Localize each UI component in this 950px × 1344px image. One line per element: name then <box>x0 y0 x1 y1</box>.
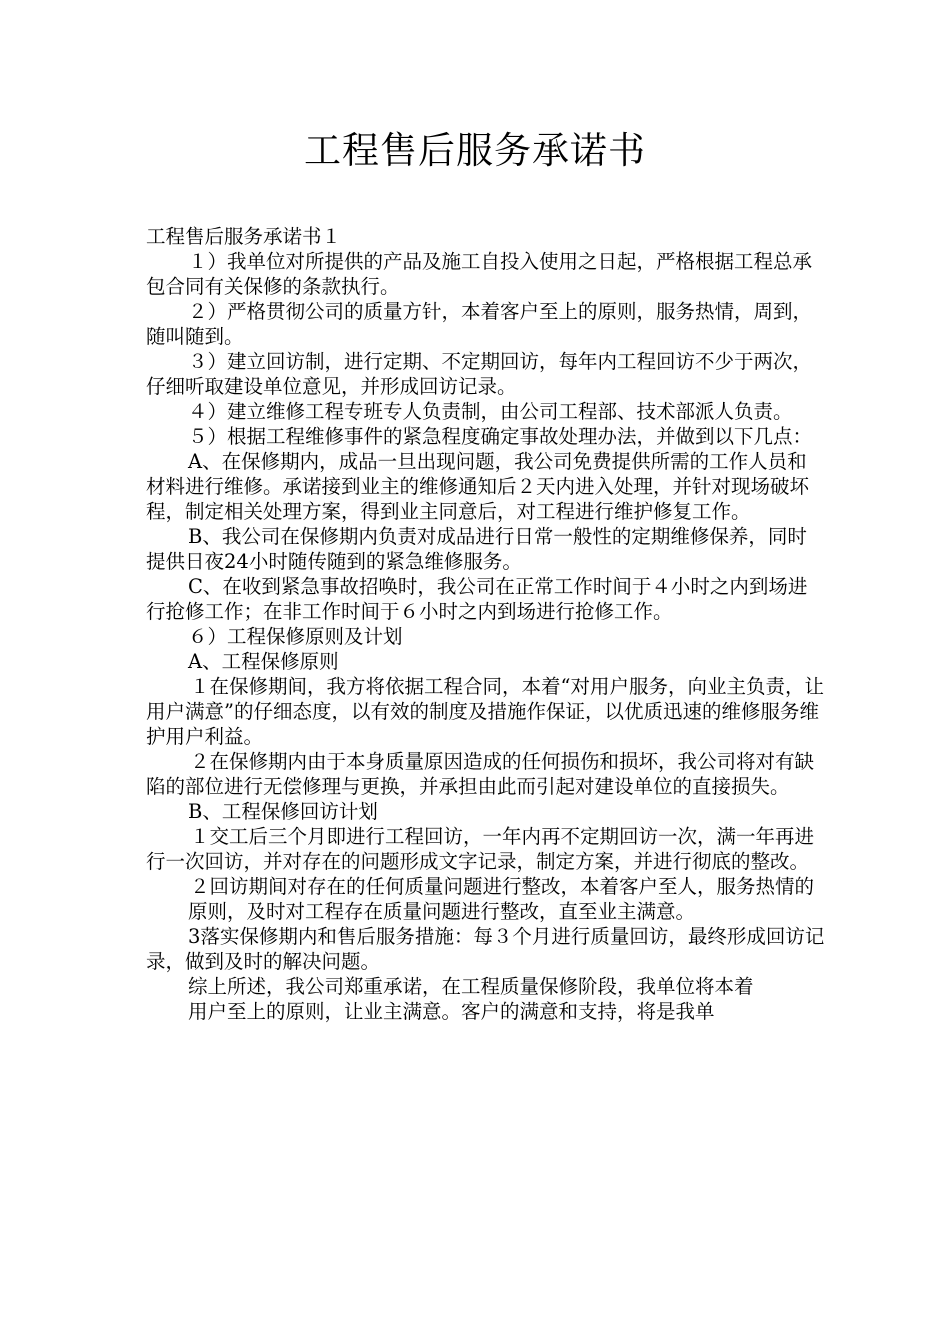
document-title: 工程售后服务承诺书 <box>304 129 646 172</box>
paragraph-6a-1: １在保修期间，我方将依据工程合同，本着“对用户服务，向业主负责，让用户满意”的仔细态度，以有效的制度及措施作保证，以优质迅速的维修服务维护用户利益。 <box>146 675 824 748</box>
paragraph-3: ３）建立回访制，进行定期、不定期回访，每年内工程回访不少于两次，仔细听取建设单位意见，并形成回访记录。 <box>146 350 813 398</box>
paragraph-6a-heading: A、工程保修原则 <box>188 650 339 673</box>
paragraph-6b-2: ２回访期间对存在的任何质量问题进行整改，本着客户至人，服务热情的 <box>190 875 815 898</box>
paragraph-1: １）我单位对所提供的产品及施工自投入使用之日起，严格根据工程总承包合同有关保修的条款执行。 <box>146 250 813 298</box>
paragraph-4: ４）建立维修工程专班专人负责制，由公司工程部、技术部派人负责。 <box>188 400 793 423</box>
paragraph-6a-2: ２在保修期内由于本身质量原因造成的任何损伤和损坏，我公司将对有缺陷的部位进行无偿修理与更换，并承担由此而引起对建设单位的直接损失。 <box>146 750 815 798</box>
paragraph-2: ２）严格贯彻公司的质量方针，本着客户至上的原则，服务热情，周到，随叫随到。 <box>146 300 813 348</box>
paragraph-summary: 综上所述，我公司郑重承诺，在工程质量保修阶段，我单位将本着 <box>188 975 754 998</box>
paragraph-5: ５）根据工程维修事件的紧急程度确定事故处理办法，并做到以下几点： <box>188 425 813 448</box>
paragraph-6: ６）工程保修原则及计划 <box>188 625 403 648</box>
document-body <box>146 224 826 1024</box>
paragraph-5c: C、在收到紧急事故招唤时，我公司在正常工作时间于４小时之内到场进行抢修工作；在非工作时间于６小时之内到场进行抢修工作。 <box>146 575 808 623</box>
paragraph-5b: B、我公司在保修期内负责对成品进行日常一般性的定期维修保养，同时提供日夜24小时随传随到的紧急维修服务。 <box>146 525 807 573</box>
paragraph-heading: 工程售后服务承诺书１ <box>146 225 342 248</box>
paragraph-5a: A、在保修期内，成品一旦出现问题，我公司免费提供所需的工作人员和材料进行维修。承诺接到业主的维修通知后２天内进入处理，并针对现场破坏程，制定相关处理方案，得到业主同意后，对工程进行维护修复工作。 <box>146 450 810 523</box>
paragraph-summary-cont: 用户至上的原则，让业主满意。客户的满意和支持，将是我单 <box>188 1000 715 1023</box>
paragraph-6b-heading: B、工程保修回访计划 <box>188 800 378 823</box>
paragraph-6b-1: １交工后三个月即进行工程回访，一年内再不定期回访一次，满一年再进行一次回访，并对存在的问题形成文字记录，制定方案，并进行彻底的整改。 <box>146 825 815 873</box>
paragraph-6b-2-cont: 原则，及时对工程存在质量问题进行整改，直至业主满意。 <box>188 900 696 923</box>
paragraph-6b-3: 3落实保修期内和售后服务措施：每３个月进行质量回访，最终形成回访记录，做到及时的解决问题。 <box>146 925 825 973</box>
